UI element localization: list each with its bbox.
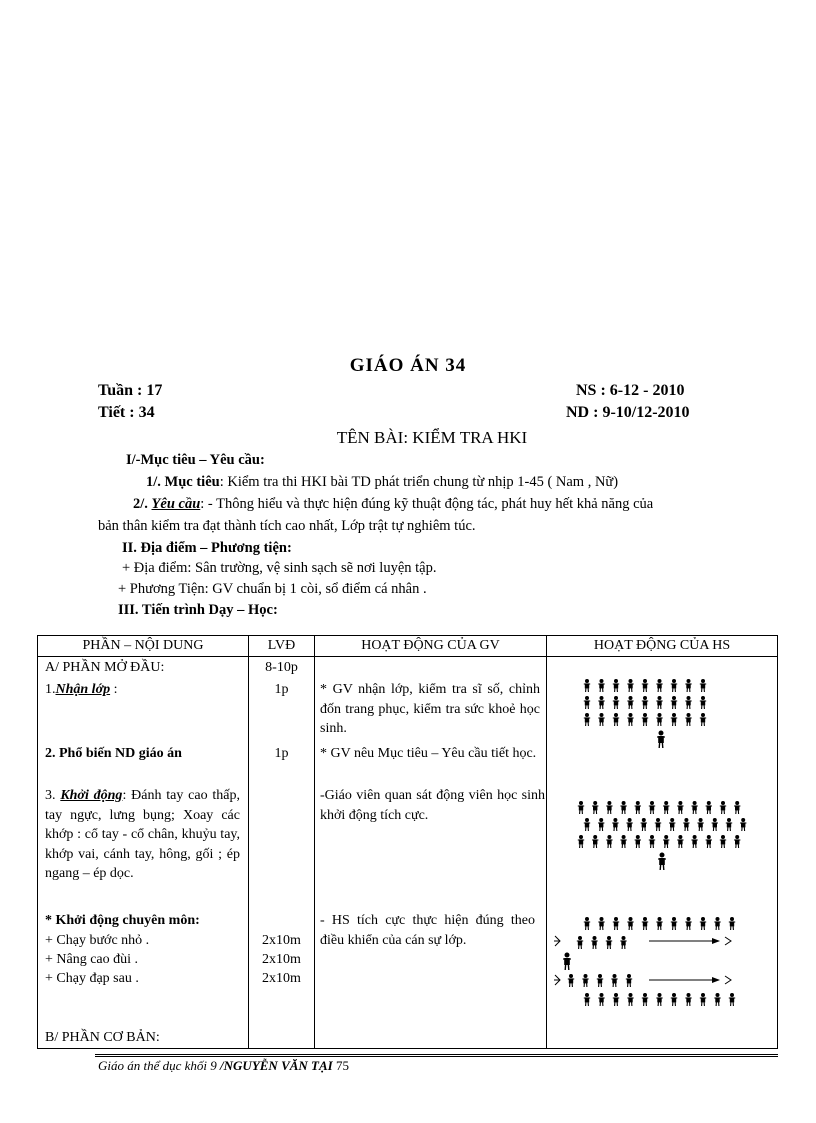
student-figure <box>663 835 669 848</box>
student-figure <box>734 835 740 848</box>
student-figure <box>729 993 735 1006</box>
col-header-lvd: LVĐ <box>267 638 296 653</box>
table-border-col2 <box>314 635 315 1049</box>
student-figure <box>577 936 583 949</box>
student-figure <box>642 679 648 692</box>
student-figure <box>584 917 590 930</box>
teacher-figure <box>563 953 571 971</box>
student-figure <box>714 993 720 1006</box>
footer-author: /NGUYỄN VĂN TẠI <box>220 1058 333 1073</box>
student-figure <box>627 917 633 930</box>
student-figure <box>606 801 612 814</box>
student-figure <box>606 936 612 949</box>
student-figure <box>671 993 677 1006</box>
table-border-left <box>37 635 38 1049</box>
student-figure <box>613 696 619 709</box>
student-figure <box>700 679 706 692</box>
student-figure <box>598 917 604 930</box>
student-figure <box>606 835 612 848</box>
student-figure <box>626 818 632 831</box>
student-figure <box>568 974 574 987</box>
section-a-title: A/ PHẦN MỞ ĐẦU: <box>45 660 165 675</box>
student-figure <box>656 993 662 1006</box>
requirement-line <box>133 496 653 513</box>
student-figure <box>671 679 677 692</box>
student-figure <box>578 801 584 814</box>
req-label: Yêu cầu <box>151 496 201 512</box>
footer-rule-2 <box>95 1056 778 1057</box>
section-a-time: 8-10p <box>265 660 298 675</box>
student-figure <box>642 917 648 930</box>
student-figure <box>656 713 662 726</box>
item1 <box>45 680 117 700</box>
student-figure <box>642 713 648 726</box>
process-heading: III. Tiến trình Dạy – Học: <box>118 602 278 618</box>
student-figure <box>685 917 691 930</box>
student-figure <box>683 818 689 831</box>
student-figure <box>598 696 604 709</box>
student-figure <box>656 696 662 709</box>
page-footer <box>98 1058 349 1074</box>
item2: 2. Phổ biến ND giáo án <box>45 746 182 761</box>
student-figure <box>597 974 603 987</box>
student-figure <box>656 679 662 692</box>
student-figure <box>592 801 598 814</box>
student-figure <box>598 818 604 831</box>
student-figure <box>734 801 740 814</box>
student-figure <box>584 679 590 692</box>
student-figure <box>685 696 691 709</box>
section-b-title: B/ PHẦN CƠ BẢN: <box>45 1030 160 1045</box>
place-text: + Địa điểm: Sân trường, vệ sinh sạch sẽ nơi luyện tập. <box>122 560 437 576</box>
student-figure <box>613 713 619 726</box>
student-figure <box>677 835 683 848</box>
student-figure <box>691 835 697 848</box>
student-figure <box>627 993 633 1006</box>
item1-num: 1. <box>45 682 56 697</box>
means-text: + Phương Tiện: GV chuẩn bị 1 còi, sổ điểm cá nhân . <box>118 581 427 597</box>
student-figure <box>584 993 590 1006</box>
period-label: Tiết : 34 <box>98 404 155 421</box>
student-figure <box>656 917 662 930</box>
student-figure <box>740 818 746 831</box>
item3-gv: -Giáo viên quan sát động viên học sinh khởi động tích cực. <box>320 788 545 823</box>
student-figure <box>620 835 626 848</box>
student-figure <box>671 917 677 930</box>
student-figure <box>720 801 726 814</box>
item3-label: Khởi động <box>60 788 123 803</box>
student-figure <box>685 713 691 726</box>
student-figure <box>714 917 720 930</box>
formation-khoi-dong <box>578 801 747 870</box>
formation-diagrams <box>547 657 777 1047</box>
student-figure <box>598 713 604 726</box>
special-time-1: 2x10m <box>262 933 301 948</box>
teacher-figure <box>657 731 665 749</box>
student-figure <box>642 993 648 1006</box>
student-figure <box>685 993 691 1006</box>
item1-gv: * GV nhận lớp, kiểm tra sĩ số, chỉnh đốn trang phục, kiểm tra sức khoẻ học sinh. <box>320 682 540 736</box>
student-figure <box>613 679 619 692</box>
item1-colon: : <box>110 682 118 697</box>
student-figure <box>598 993 604 1006</box>
student-figure <box>671 713 677 726</box>
formation-chuyen-mon <box>563 917 735 1006</box>
student-figure <box>641 818 647 831</box>
special-gv: - HS tích cực thực hiện đúng theo điều khiển của cán sự lớp. <box>320 913 535 948</box>
week-label: Tuần : 17 <box>98 382 163 399</box>
special-time-3: 2x10m <box>262 971 301 986</box>
student-figure <box>655 818 661 831</box>
student-figure <box>700 993 706 1006</box>
student-figure <box>691 801 697 814</box>
student-figure <box>642 696 648 709</box>
student-figure <box>663 801 669 814</box>
student-figure <box>611 974 617 987</box>
student-figure <box>697 818 703 831</box>
col-header-gv: HOẠT ĐỘNG CỦA GV <box>361 638 500 653</box>
footer-page: 75 <box>332 1058 349 1073</box>
student-figure <box>671 696 677 709</box>
table-border-right <box>777 635 778 1049</box>
student-figure <box>584 818 590 831</box>
nd-date: ND : 9-10/12-2010 <box>566 404 690 421</box>
item1-label: Nhận lớp <box>55 682 111 697</box>
student-figure <box>584 713 590 726</box>
special-item-3: + Chạy đạp sau . <box>45 971 139 986</box>
goal-label: 1/. Mục tiêu <box>146 474 220 490</box>
student-figure <box>729 917 735 930</box>
goal-text: : Kiểm tra thi HKI bài TD phát triển chung từ nhịp 1-45 ( Nam , Nữ) <box>219 474 619 490</box>
student-figure <box>627 696 633 709</box>
item3 <box>45 786 240 884</box>
student-figure <box>613 993 619 1006</box>
student-figure <box>685 679 691 692</box>
teacher-figure <box>658 853 666 871</box>
place-heading: II. Địa điểm – Phương tiện: <box>122 540 292 556</box>
student-figure <box>627 713 633 726</box>
student-figure <box>712 818 718 831</box>
student-figure <box>649 835 655 848</box>
student-figure <box>700 713 706 726</box>
col-header-hs: HOẠT ĐỘNG CỦA HS <box>593 638 731 653</box>
student-figure <box>706 801 712 814</box>
student-figure <box>591 936 597 949</box>
student-figure <box>598 679 604 692</box>
item3-num: 3. <box>45 788 61 803</box>
student-figure <box>620 936 626 949</box>
student-figure <box>592 835 598 848</box>
student-figure <box>582 974 588 987</box>
student-figure <box>578 835 584 848</box>
special-warmup-title: * Khởi động chuyên môn: <box>45 913 200 928</box>
student-figure <box>584 696 590 709</box>
student-figure <box>706 835 712 848</box>
student-figure <box>627 679 633 692</box>
footer-rule-1 <box>95 1054 778 1055</box>
student-figure <box>649 801 655 814</box>
student-figure <box>700 696 706 709</box>
item3-text: : Đánh tay cao thấp, tay ngực, lưng bụng; Xoay các khớp : cổ tay - cổ chân, khuỷu tay, khớp vai, cánh tay, hông, gối ; ép ngang – ép dọc. <box>45 788 241 881</box>
col-header-content: PHẦN – NỘI DUNG <box>82 638 204 653</box>
item2-time: 1p <box>274 746 289 761</box>
objectives-heading: I/-Mục tiêu – Yêu cầu: <box>126 452 265 468</box>
special-time-2: 2x10m <box>262 952 301 967</box>
student-figure <box>726 818 732 831</box>
ns-date: NS : 6-12 - 2010 <box>576 382 685 399</box>
lesson-plan-title: GIÁO ÁN 34 <box>349 355 467 376</box>
item1-time: 1p <box>274 682 289 697</box>
student-figure <box>635 835 641 848</box>
student-figure <box>677 801 683 814</box>
req-num: 2/. <box>133 496 152 512</box>
student-figure <box>720 835 726 848</box>
goal-line <box>146 474 618 491</box>
student-figure <box>700 917 706 930</box>
item2-gv: * GV nêu Mục tiêu – Yêu cầu tiết học. <box>320 746 537 761</box>
student-figure <box>613 917 619 930</box>
special-item-1: + Chạy bước nhỏ . <box>45 933 150 948</box>
lesson-name: TÊN BÀI: KIỂM TRA HKI <box>336 428 528 447</box>
special-item-2: + Nâng cao đùi . <box>45 952 139 967</box>
table-bottom-border <box>37 1048 778 1049</box>
requirement-line-2: bản thân kiểm tra đạt thành tích cao nhất, Lớp trật tự nghiêm túc. <box>98 518 476 534</box>
student-figure <box>635 801 641 814</box>
req-text: : - Thông hiểu và thực hiện đúng kỹ thuật động tác, phát huy hết khả năng của <box>200 496 654 512</box>
student-figure <box>626 974 632 987</box>
formation-nhan-lop <box>584 679 706 748</box>
footer-prefix: Giáo án thể dục khối 9 <box>98 1058 221 1073</box>
student-figure <box>620 801 626 814</box>
student-figure <box>669 818 675 831</box>
student-figure <box>612 818 618 831</box>
